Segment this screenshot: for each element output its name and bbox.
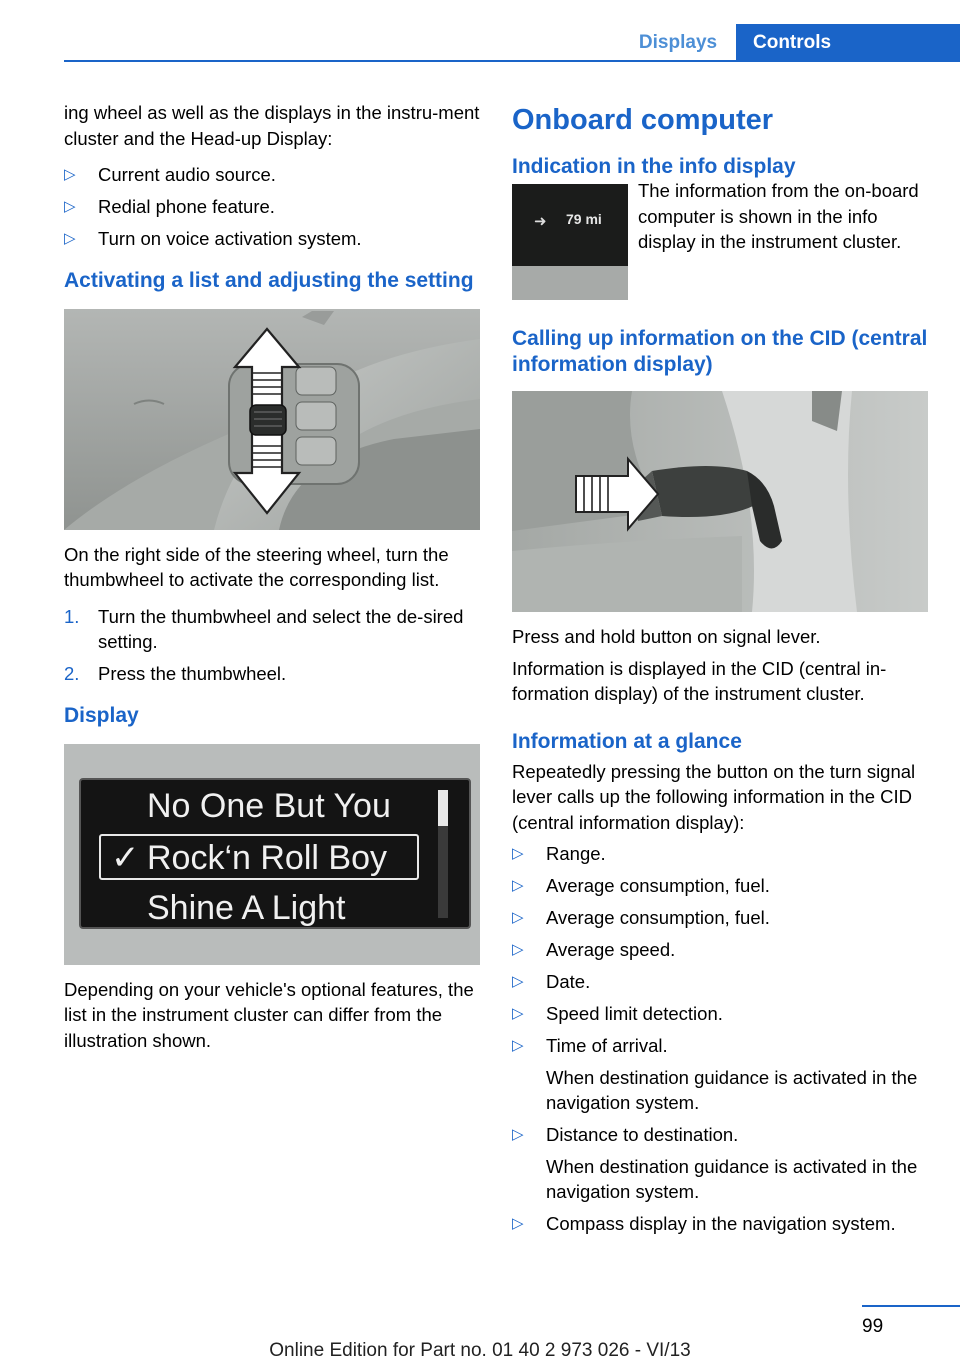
tab-displays[interactable]: Displays (638, 32, 718, 53)
list-item (512, 1033, 928, 1116)
step-item (64, 604, 480, 655)
step-text: Turn the thumbwheel and select the de-sired setting. (98, 605, 464, 652)
left-column (64, 100, 480, 1053)
list-item (64, 226, 480, 252)
list-item-note: When destination guidance is activated in the navigation system. (546, 1066, 918, 1113)
edition-footer: Online Edition for Part no. 01 40 2 973 026 - VI/13 (269, 1340, 691, 1361)
intro-text: ing wheel as well as the displays in the instru-ment cluster and the Head-up Display: (64, 102, 480, 149)
info-display-text: The information from the on-board computer is shown in the info display in the instrument cluster. (638, 180, 919, 252)
heading-onboard-computer: Onboard computer (512, 104, 774, 136)
list-item-text: Redial phone feature. (98, 196, 275, 217)
step-number: 1. (64, 605, 80, 627)
list-item-text: Turn on voice activation system. (98, 228, 362, 249)
info-cid-text: Information is displayed in the CID (central in-formation display) of the instrument cluster. (512, 657, 887, 704)
display-item: Shine A Light (147, 888, 346, 927)
display-item: No One But You (147, 786, 391, 825)
audio-feature-list (64, 162, 480, 252)
page-number: 99 (862, 1316, 884, 1337)
display-figure (64, 744, 480, 965)
list-item (512, 1211, 928, 1237)
press-hold-text: Press and hold button on signal lever. (512, 626, 821, 647)
thumbwheel-steps (64, 604, 480, 687)
triangle-right-icon: ▷ (512, 1126, 524, 1143)
list-item-text: Distance to destination. (546, 1124, 739, 1145)
list-item-text: Range. (546, 843, 606, 864)
list-item (512, 937, 928, 963)
steering-wheel-figure (64, 309, 480, 530)
glance-list (512, 841, 928, 1237)
list-item (512, 1001, 928, 1027)
list-item-note: When destination guidance is activated in the navigation system. (546, 1155, 918, 1202)
steering-wheel-illustration (64, 309, 480, 530)
right-column (512, 100, 928, 1243)
triangle-right-icon: ▷ (512, 1005, 524, 1022)
triangle-right-icon: ▷ (512, 941, 524, 958)
step-number: 2. (64, 663, 80, 684)
list-item (512, 905, 928, 931)
list-item-text: Compass display in the navigation system. (546, 1213, 896, 1234)
info-display-screen (512, 184, 628, 266)
list-item (512, 873, 928, 899)
list-item-text: Average consumption, fuel. (546, 875, 770, 896)
triangle-right-icon: ▷ (512, 877, 524, 894)
display-note: Depending on your vehicle's optional features, the list in the instrument cluster can differ from the illustration shown. (64, 978, 474, 1051)
check-icon: ✓ (111, 838, 140, 877)
triangle-right-icon: ▷ (64, 230, 76, 247)
list-item-text: Time of arrival. (546, 1035, 668, 1056)
display-item-selected (99, 834, 419, 880)
heading-at-a-glance: Information at a glance (512, 729, 742, 753)
list-item (64, 162, 480, 188)
tab-controls[interactable]: Controls (736, 24, 960, 62)
display-screen (79, 778, 471, 929)
triangle-right-icon: ▷ (64, 166, 76, 183)
header-rule (64, 60, 960, 62)
list-item-text: Average consumption, fuel. (546, 907, 770, 928)
step-item (64, 661, 480, 687)
step-text: Press the thumbwheel. (98, 663, 287, 684)
signal-lever-figure (512, 391, 928, 612)
info-display-value: 79 mi (566, 211, 602, 227)
glance-intro: Repeatedly pressing the button on the turn signal lever calls up the following information in the CID (central information display): (512, 760, 916, 833)
thumbwheel-instruction: On the right side of the steering wheel, turn the thumbwheel to activate the corresponding list. (64, 543, 449, 590)
list-item-text: Date. (546, 971, 591, 992)
info-display-figure (512, 184, 628, 300)
list-item-text: Current audio source. (98, 164, 276, 185)
heading-display: Display (64, 703, 139, 727)
heading-info-display: Indication in the info display (512, 155, 796, 178)
info-display-bezel (512, 266, 628, 300)
list-item (512, 969, 928, 995)
list-item-text: Average speed. (546, 939, 676, 960)
scrollbar-thumb (438, 790, 448, 826)
list-item (512, 1122, 928, 1205)
list-item (512, 841, 928, 867)
heading-activate-list: Activating a list and adjusting the setting (64, 268, 474, 292)
heading-cid: Calling up information on the CID (central information display) (512, 327, 928, 376)
signal-lever-illustration (512, 391, 928, 612)
triangle-right-icon: ▷ (512, 1037, 524, 1054)
triangle-right-icon: ▷ (512, 1215, 524, 1232)
triangle-right-icon: ▷ (512, 845, 524, 862)
triangle-right-icon: ▷ (512, 909, 524, 926)
list-item (64, 194, 480, 220)
arrow-right-icon: ➜ (534, 213, 547, 230)
info-display-block (512, 182, 928, 302)
triangle-right-icon: ▷ (64, 198, 76, 215)
footer-rule (862, 1305, 960, 1307)
display-item-label: Rock‘n Roll Boy (147, 838, 387, 877)
triangle-right-icon: ▷ (512, 973, 524, 990)
list-item-text: Speed limit detection. (546, 1003, 723, 1024)
